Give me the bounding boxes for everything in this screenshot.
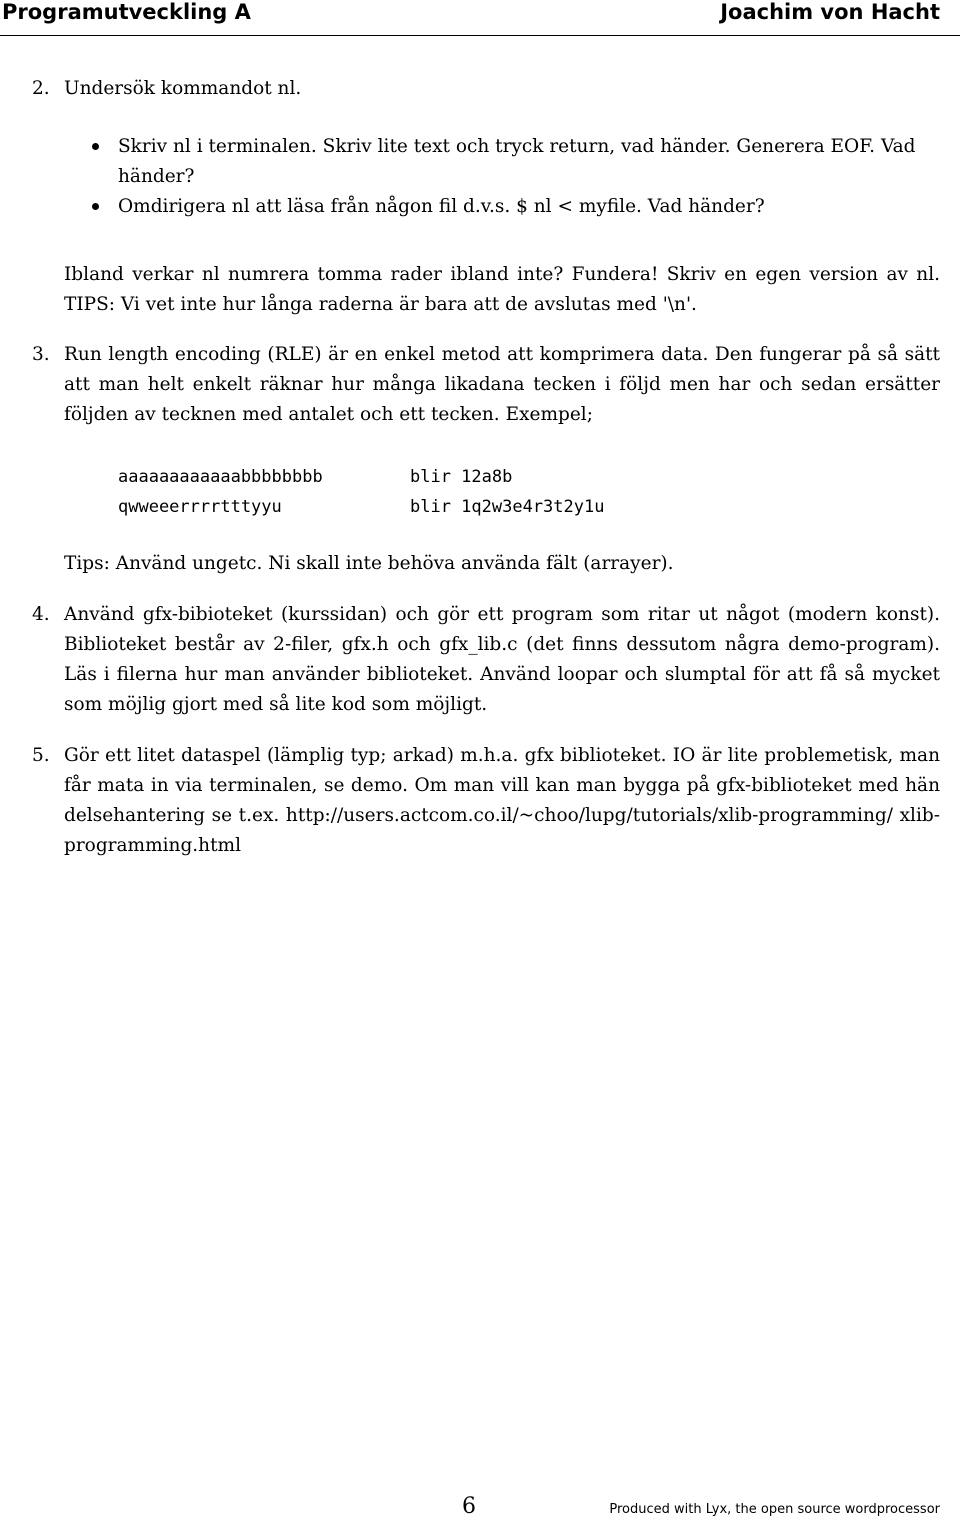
exercise-2 xyxy=(32,74,940,104)
author-name: Joachim von Hacht xyxy=(720,0,940,24)
exercise-number: 4. xyxy=(32,604,50,625)
exercise-text: Undersök kommandot nl. xyxy=(64,78,302,99)
exercise-2-paragraph xyxy=(64,260,940,320)
code-input: aaaaaaaaaaaabbbbbbbb xyxy=(118,467,323,487)
page-header xyxy=(0,0,960,36)
header-rule xyxy=(0,35,960,36)
bullet-icon xyxy=(92,143,99,150)
paragraph: Ibland verkar nl numrera tomma rader ibland inte? Fundera! Skriv en egen version av nl. TIPS: Vi vet inte hur långa raderna är bara att de avslutas med '\n'. xyxy=(64,264,940,315)
exercise-3 xyxy=(32,340,940,430)
course-title: Programutveckling A xyxy=(2,0,251,24)
exercise-text: Använd gfx-bibioteket (kurssidan) och gör ett program som ritar ut något (modern konst). Biblioteket består av 2-filer, gfx.h och gfx_lib.c (det finns dessutom några demo-program). Läs i filerna hur man använder biblioteket. Använd loopar och slumptal för att få så mycket som möjlig gjort med så lite kod som möjligt. xyxy=(64,604,940,715)
tips-text: Tips: Använd ungetc. Ni skall inte behöva använda fält (arrayer). xyxy=(64,553,674,574)
page-number: 6 xyxy=(462,1494,476,1519)
code-output: blir 1q2w3e4r3t2y1u xyxy=(410,497,605,517)
exercise-number: 3. xyxy=(32,344,50,365)
bullet-list xyxy=(92,132,940,222)
bullet-icon xyxy=(92,203,99,210)
code-input: qwweeerrrrtttyyu xyxy=(118,497,282,517)
list-item: Skriv nl i terminalen. Skriv lite text och tryck return, vad händer. Generera EOF. Vad händer? xyxy=(92,132,940,192)
code-output: blir 12a8b xyxy=(410,467,513,487)
exercise-number: 2. xyxy=(32,78,50,99)
exercise-text: Run length encoding (RLE) är en enkel metod att komprimera data. Den fungerar på så sätt att man helt enkelt räknar hur många likadana tecken i följd men har och sedan ersätter följden av tecknen med antalet och ett tecken. Exempel; xyxy=(64,344,940,425)
exercise-3-tips xyxy=(64,549,940,579)
exercise-text: Gör ett litet dataspel (lämplig typ; arkad) m.h.a. gfx biblioteket. IO är lite problemetisk, man får mata in via terminalen, se demo. Om man vill kan man bygga på gfx-biblioteket med händelsehantering se t.ex. http://users.actcom.co.il/~choo/lupg/tutorials/xlib-programming/ xlib-programming.html xyxy=(64,745,940,856)
footer-note: Produced with Lyx, the open source wordprocessor xyxy=(609,1502,940,1517)
exercise-4 xyxy=(32,600,940,720)
list-item: Omdirigera nl att läsa från någon fil d.v.s. $ nl < myfile. Vad händer? xyxy=(92,192,940,222)
exercise-number: 5. xyxy=(32,745,50,766)
exercise-5 xyxy=(32,741,940,861)
